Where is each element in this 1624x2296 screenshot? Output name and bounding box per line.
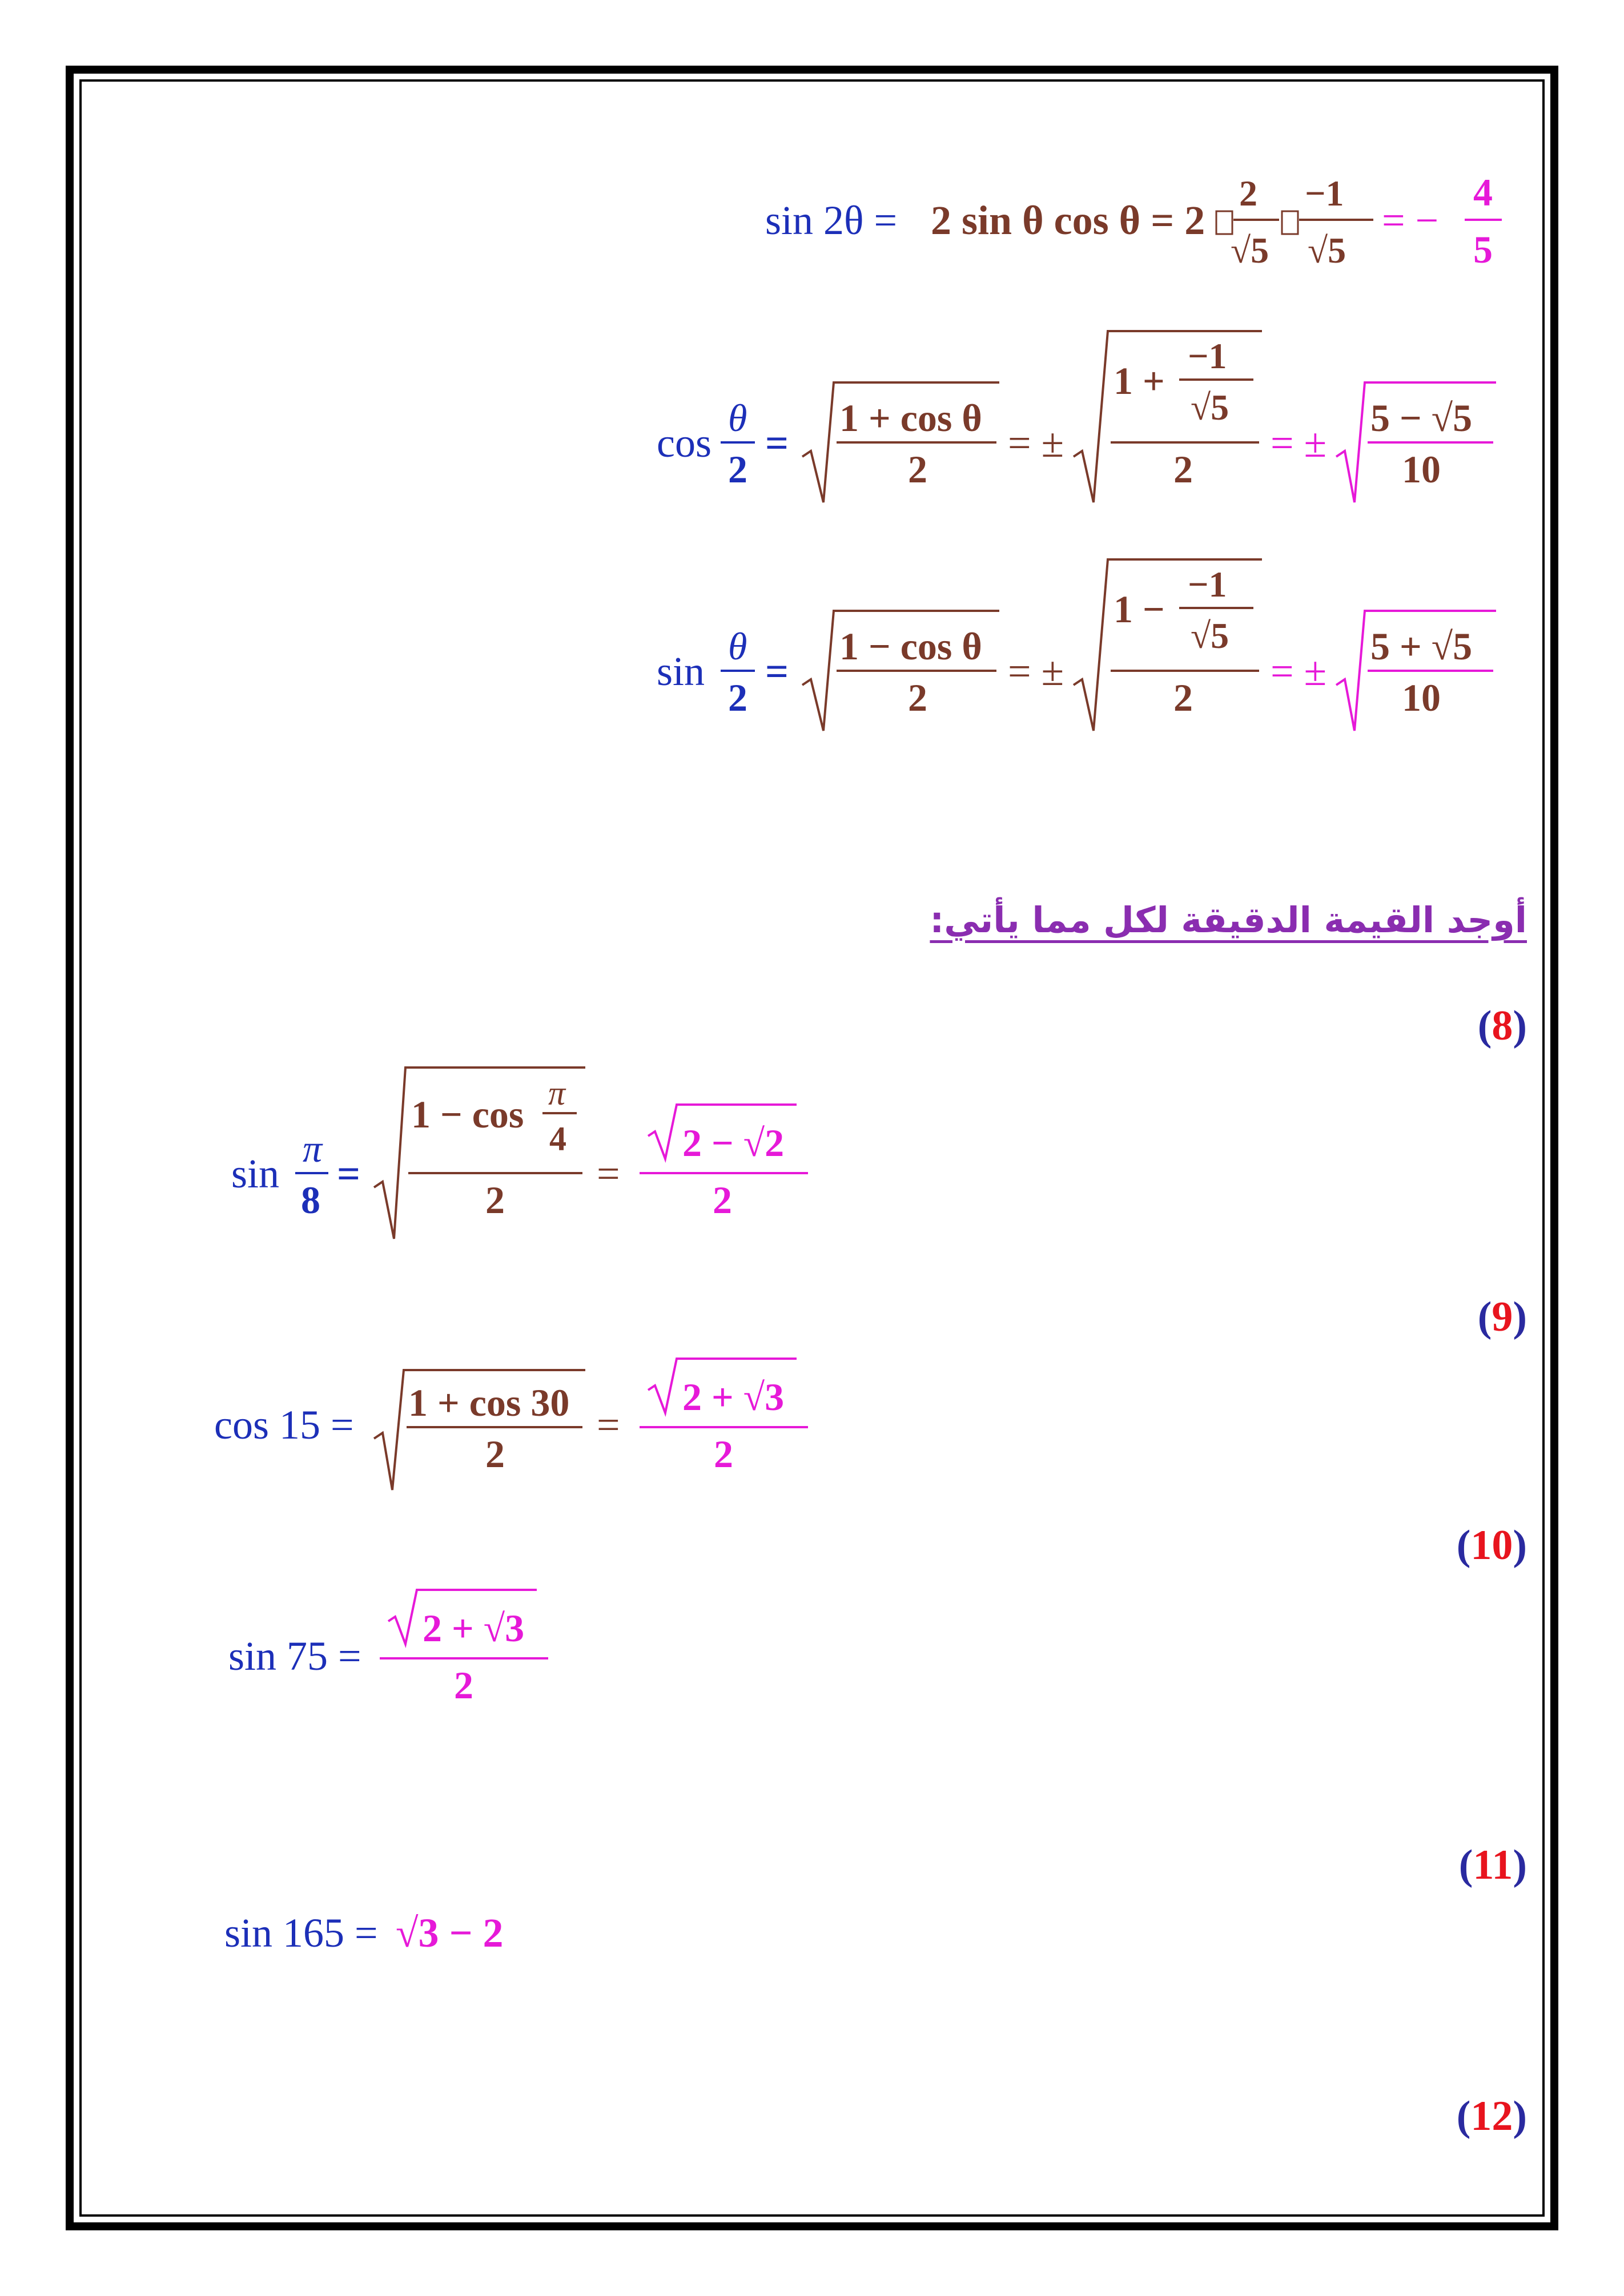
sin-pi8-arg-num: π [303,1127,323,1170]
sin2theta-rhs: 2 sin θ cos θ = 2 [931,198,1205,243]
sin-half-inner-den: 2 [908,676,927,719]
cos-half-res-num: 5 − √5 [1370,396,1473,440]
cos15-lhs: cos 15 = [214,1402,354,1448]
sin-half-res-den: 10 [1402,676,1441,719]
sin165-res: √3 − 2 [396,1910,504,1956]
sin-half-inner-num: 1 − cos θ [839,625,982,668]
equation-cos-15 [214,1347,831,1496]
sin-half-nest-lead: 1 − [1114,587,1165,631]
cos-half-pm: = ± [1008,420,1064,466]
sin-pi8-res-den: 2 [713,1178,732,1222]
sin2theta-num1: 2 [1239,173,1257,214]
sin-half-nest-outer-den: 2 [1173,676,1193,719]
cos-half-arg-den: 2 [728,448,747,491]
cos15-res-den: 2 [714,1432,733,1476]
cos-half-arg-num: θ [728,396,747,440]
equation-sin-pi-over-8 [231,1056,831,1250]
cos-half-nest-den: √5 [1191,387,1229,428]
equation-sin-2theta [765,166,1519,291]
sin2theta-lhs: sin 2θ = [765,198,898,243]
equation-sin-75 [228,1578,571,1727]
cos-half-inner-den: 2 [908,448,927,491]
sin-pi8-fn: sin [231,1151,280,1197]
problem-number-9: (9) [1477,1294,1527,1340]
cos15-inner-num: 1 + cos 30 [408,1381,570,1424]
svg-text:=: = [337,1151,361,1197]
exercise-heading: أوجد القيمة الدقيقة لكل مما يأتي: [930,899,1527,941]
sin165-lhs: sin 165 = [224,1910,378,1956]
sin2theta-eq: = − [1382,198,1439,243]
svg-text:=: = [597,1151,620,1197]
sin75-lhs: sin 75 = [228,1633,361,1679]
problem-number-11: (11) [1458,1842,1527,1888]
sqrt-sign [1074,559,1262,731]
problem-number-8: (8) [1477,1002,1527,1049]
problem-number-12: (12) [1456,2093,1527,2140]
cos-half-res-pm: = ± [1271,420,1327,466]
cos-half-nest-lead: 1 + [1114,359,1165,402]
sqrt-sign [1074,331,1262,502]
cos15-inner-den: 2 [485,1432,505,1476]
cos-half-nest-outer-den: 2 [1173,448,1193,491]
sin-pi8-inner-den: 2 [485,1178,505,1222]
sin-half-res-pm: = ± [1271,648,1327,694]
cos15-res-num: 2 + √3 [682,1375,785,1419]
equation-sin-half-angle [657,548,1513,742]
sin2theta-res-den: 5 [1473,228,1493,271]
placeholder-box [1282,211,1298,234]
sin2theta-den1: √5 [1231,230,1269,271]
cos-half-nest-num: −1 [1188,336,1227,376]
sin-half-fn: sin [657,648,705,694]
problem-number-10: (10) [1456,1522,1527,1569]
sin75-res-num: 2 + √3 [423,1606,525,1650]
svg-text:=: = [597,1402,620,1448]
sin-pi8-inner-arg-num: π [548,1074,566,1112]
cos-half-res-den: 10 [1402,448,1441,491]
sin-pi8-arg-den: 8 [301,1178,320,1222]
sin-pi8-inner-lead: 1 − cos [411,1093,524,1136]
sin-half-nest-den: √5 [1191,615,1229,656]
sin2theta-den2: √5 [1308,230,1346,271]
svg-text:=: = [765,648,789,694]
cos-half-inner-num: 1 + cos θ [839,396,982,440]
sin-half-arg-num: θ [728,625,747,668]
svg-text:=: = [765,420,789,466]
placeholder-box [1216,211,1232,234]
sin-half-arg-den: 2 [728,676,747,719]
sin2theta-num2: −1 [1305,173,1344,214]
equation-cos-half-angle [657,320,1513,514]
sin2theta-res-num: 4 [1473,171,1493,214]
cos-half-fn: cos [657,420,711,466]
sin-half-res-num: 5 + √5 [1370,625,1473,668]
sin-pi8-inner-arg-den: 4 [549,1120,566,1158]
sin-pi8-res-num: 2 − √2 [682,1121,785,1165]
equation-sin-165 [224,1898,567,1967]
sin-half-pm: = ± [1008,648,1064,694]
sin75-res-den: 2 [454,1663,473,1707]
sin-half-nest-num: −1 [1188,564,1227,605]
